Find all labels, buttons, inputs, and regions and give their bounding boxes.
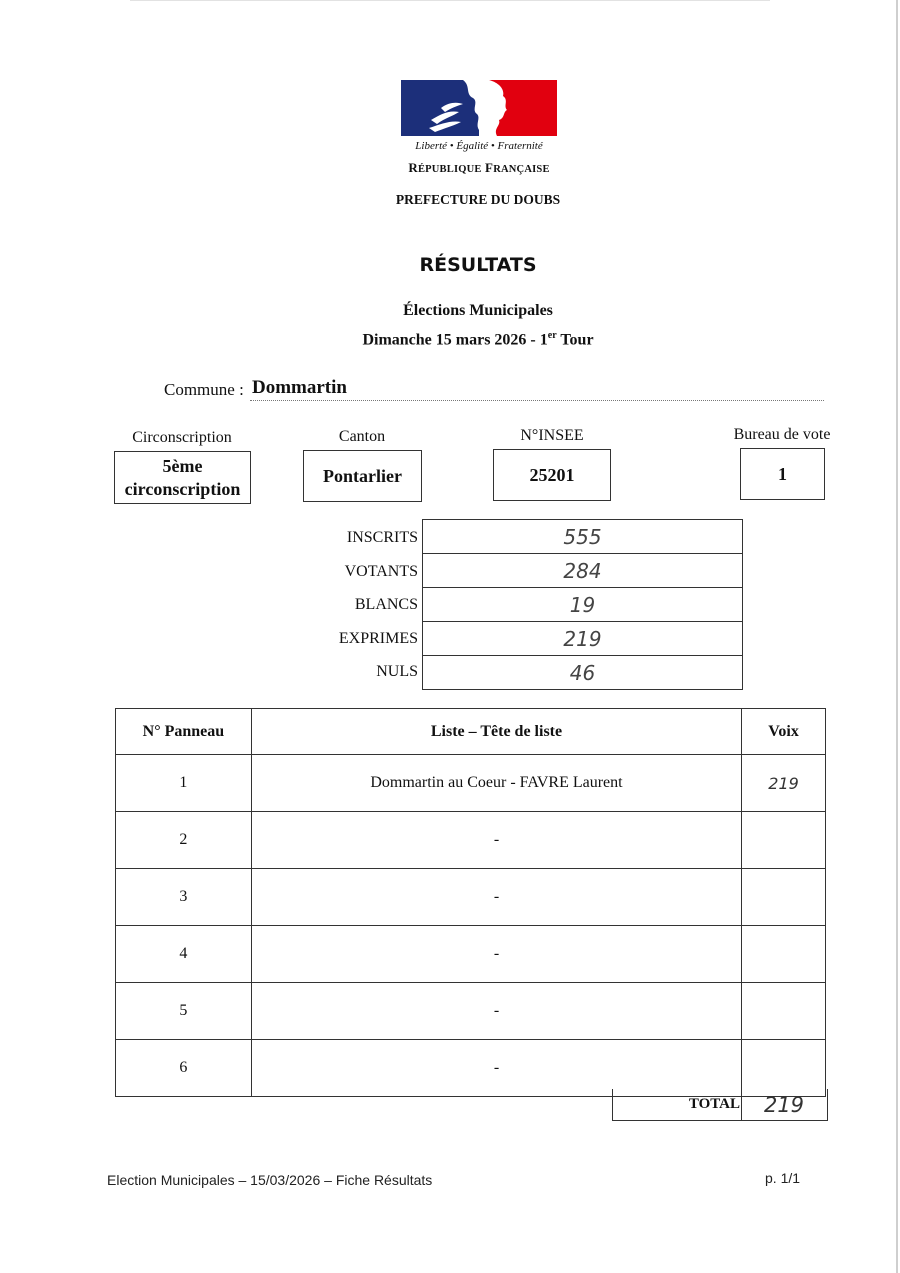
list-name: - (251, 812, 741, 869)
list-name: Dommartin au Coeur - FAVRE Laurent (251, 755, 741, 812)
results-header-row (116, 709, 826, 755)
circonscription-value: 5ème circonscription (124, 455, 241, 499)
table-row (116, 983, 826, 1040)
election-date (300, 330, 656, 349)
panel-number: 5 (116, 983, 252, 1040)
table-row (116, 869, 826, 926)
results-table (115, 708, 826, 1097)
votes-value (742, 869, 826, 926)
commune-value: Dommartin (252, 377, 347, 398)
commune-label: Commune : (164, 380, 244, 399)
insee-label: N°INSEE (520, 427, 584, 444)
stat-label-nuls: NULS (376, 663, 418, 680)
rep-rest: ÉPUBLIQUE (417, 164, 482, 175)
table-row (116, 755, 826, 812)
list-name: - (251, 926, 741, 983)
total-label: TOTAL (688, 1096, 740, 1112)
stat-label-exprimes: EXPRIMES (338, 630, 418, 647)
votes-value: 219 (742, 755, 826, 812)
list-name: - (251, 983, 741, 1040)
panel-number: 4 (116, 926, 252, 983)
scan-edge-right (896, 0, 898, 1273)
stat-value-inscrits: 555 (423, 520, 742, 554)
scan-edge-top (130, 0, 770, 1)
list-name: - (251, 869, 741, 926)
bureau-box (740, 448, 825, 500)
page-number: p. 1/1 (765, 1170, 801, 1186)
panel-number: 1 (116, 755, 252, 812)
canton-box (303, 450, 422, 502)
panel-number: 6 (116, 1040, 252, 1097)
list-name: - (251, 1040, 741, 1097)
rep-f-initial: F (485, 160, 494, 175)
bureau-label: Bureau de vote (733, 426, 831, 443)
insee-value: 25201 (529, 464, 575, 485)
panel-number: 3 (116, 869, 252, 926)
rep-f-rest: RANÇAISE (493, 164, 550, 175)
bureau-value: 1 (778, 463, 787, 484)
stat-value-nuls: 46 (569, 660, 596, 685)
rep-initial: R (408, 160, 418, 175)
page-title: RÉSULTATS (419, 254, 537, 276)
republic-name (390, 160, 568, 176)
marianne-logo (401, 80, 557, 136)
stat-label-blancs: BLANCS (354, 596, 418, 613)
stat-value-votants: 284 (423, 554, 742, 588)
republic-motto: Liberté • Égalité • Fraternité (415, 140, 543, 152)
votes-value (742, 1040, 826, 1097)
canton-value: Pontarlier (323, 465, 402, 486)
date-ordinal: er (547, 330, 557, 341)
stats-table (422, 519, 743, 690)
header-panel: N° Panneau (116, 709, 252, 755)
header-votes: Voix (742, 709, 826, 755)
stat-label-votants: VOTANTS (344, 563, 418, 580)
header-list: Liste – Tête de liste (251, 709, 741, 755)
canton-label: Canton (338, 428, 386, 445)
table-row (116, 926, 826, 983)
votes-value (742, 926, 826, 983)
stat-value-exprimes: 219 (423, 622, 742, 656)
date-tour: Tour (556, 331, 594, 349)
stat-value-blancs: 19 (423, 588, 742, 622)
prefecture-name: PREFECTURE DU DOUBS (395, 192, 561, 207)
votes-value (742, 812, 826, 869)
total-value: 219 (763, 1092, 805, 1117)
panel-number: 2 (116, 812, 252, 869)
footer-text: Election Municipales – 15/03/2026 – Fiche Résultats (107, 1172, 433, 1188)
stat-label-inscrits: INSCRITS (346, 529, 418, 546)
circonscription-label: Circonscription (132, 429, 232, 446)
table-row (116, 812, 826, 869)
date-main: Dimanche 15 mars 2026 - 1 (362, 331, 548, 349)
commune-dotted-line (250, 400, 824, 401)
election-name: Élections Municipales (403, 302, 553, 319)
circonscription-box (114, 451, 251, 504)
table-row (116, 1040, 826, 1097)
insee-box (493, 449, 611, 501)
votes-value (742, 983, 826, 1040)
